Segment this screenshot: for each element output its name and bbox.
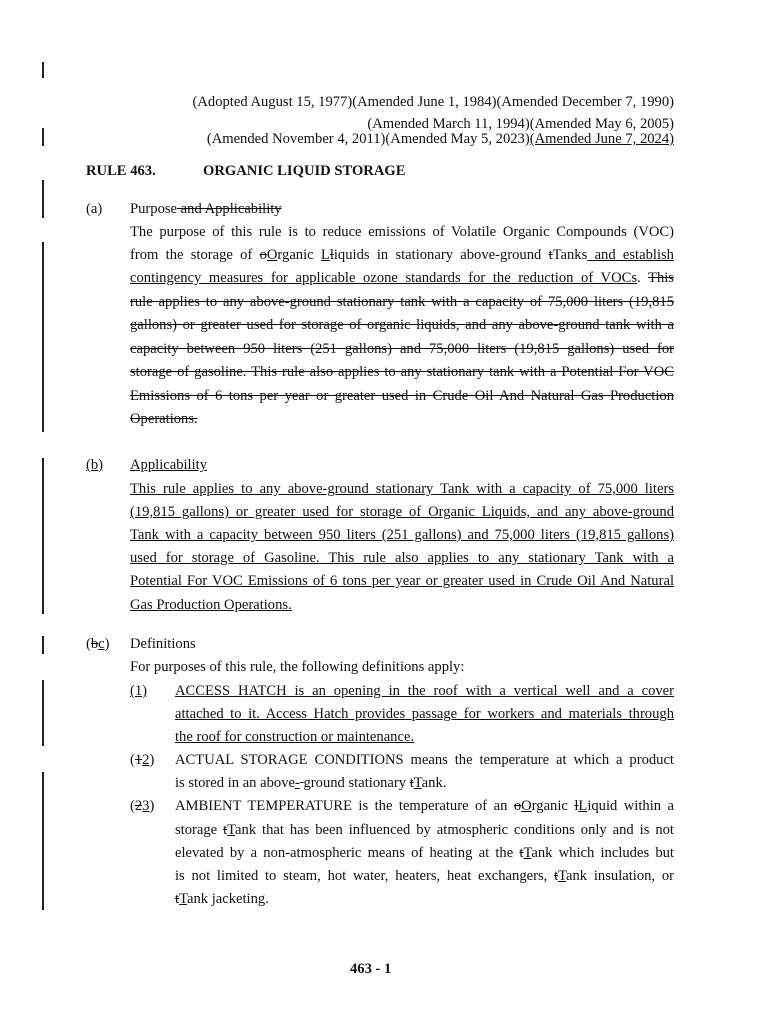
- page-number: 463 - 1: [350, 961, 392, 977]
- section-a-deleted-line: capacity between 950 liters (251 gallons) and 75,000 liters (19,815 gallons) used for: [130, 341, 674, 357]
- definition-text-line: is not limited to steam, hot water, heaters, heat exchangers, tTank insulation, or: [175, 868, 674, 884]
- definition-text-line: tTank jacketing.: [175, 891, 269, 907]
- change-bar: [42, 62, 44, 78]
- section-a-heading: Purpose and Applicability: [130, 201, 282, 217]
- rule-title: ORGANIC LIQUID STORAGE: [203, 163, 406, 179]
- deleted-text: and Applicability: [177, 201, 282, 217]
- amendment-history-line: (Amended March 11, 1994)(Amended May 6, 2005): [367, 116, 674, 132]
- amendment-history-line: (Adopted August 15, 1977)(Amended June 1, 1984)(Amended December 7, 1990): [192, 94, 674, 110]
- section-b-text-line: Tank with a capacity between 950 liters (251 gallons) and 75,000 liters (19,815 gallons): [130, 527, 674, 543]
- section-c-label: (bc): [86, 636, 110, 652]
- definition-text-line: storage tTank that has been influenced by atmospheric conditions only and is not: [175, 822, 674, 838]
- section-a-deleted-line: rule applies to any above-ground stationary tank with a capacity of 75,000 liters (19,815: [130, 294, 674, 310]
- change-bar: [42, 636, 44, 654]
- section-c-heading: Definitions: [130, 636, 196, 652]
- definition-number: (23): [130, 798, 155, 814]
- section-b-text-line: (19,815 gallons) or greater used for storage of Organic Liquids, and any above-ground: [130, 504, 674, 520]
- section-b-text-line: This rule applies to any above-ground stationary Tank with a capacity of 75,000 liters: [130, 481, 674, 497]
- section-a-deleted-line: Emissions of 6 tons per year or greater used in Crude Oil And Natural Gas Production: [130, 388, 674, 404]
- change-bar: [42, 772, 44, 910]
- change-bar: [42, 680, 44, 746]
- change-bar: [42, 128, 44, 146]
- section-a-deleted-line: gallons) or greater used for storage of organic liquids, and any above-ground tank with a: [130, 317, 674, 333]
- section-a-deleted-line: Operations.: [130, 411, 198, 427]
- definition-text-line: is stored in an above- ground stationary tTank.: [175, 775, 447, 791]
- change-bar: [42, 242, 44, 432]
- rule-number: RULE 463.: [86, 163, 156, 179]
- section-b-label: (b): [86, 457, 104, 473]
- change-bar: [42, 458, 44, 614]
- section-b-text-line: used for storage of Gasoline. This rule also applies to any stationary Tank with a: [130, 550, 674, 566]
- section-a-deleted-line: storage of gasoline. This rule also applies to any stationary tank with a Potential For VOC: [130, 364, 674, 380]
- definition-text-line: the roof for construction or maintenance.: [175, 729, 415, 745]
- definition-text-line: ACCESS HATCH is an opening in the roof with a vertical well and a cover: [175, 683, 674, 699]
- definitions-intro: For purposes of this rule, the following definitions apply:: [130, 659, 465, 675]
- amendment-history-line: (Amended November 4, 2011)(Amended May 5, 2023)(Amended June 7, 2024): [206, 131, 674, 147]
- definition-text-line: elevated by a non-atmospheric means of heating at the tTank which includes but: [175, 845, 674, 861]
- section-a-text-line: contingency measures for applicable ozone standards for the reduction of VOCs. This: [130, 270, 674, 286]
- inserted-text: (Amended June 7, 2024): [529, 131, 674, 147]
- definition-text-line: ACTUAL STORAGE CONDITIONS means the temperature at which a product: [175, 752, 674, 768]
- definition-text-line: AMBIENT TEMPERATURE is the temperature of an oOrganic lLiquid within a: [175, 798, 674, 814]
- definition-text-line: attached to it. Access Hatch provides passage for workers and materials through: [175, 706, 674, 722]
- definition-number: (12): [130, 752, 155, 768]
- change-bar: [42, 180, 44, 218]
- section-b-text-line: Gas Production Operations.: [130, 597, 292, 613]
- section-b-text-line: Potential For VOC Emissions of 6 tons per year or greater used in Crude Oil And Natural: [130, 573, 674, 589]
- section-a-label: (a): [86, 201, 103, 217]
- section-b-heading: Applicability: [130, 457, 208, 473]
- section-a-text-line: The purpose of this rule is to reduce emissions of Volatile Organic Compounds (VOC): [130, 224, 674, 240]
- section-a-text-line: from the storage of oOrganic Lliquids in stationary above-ground tTanks and establish: [130, 247, 674, 263]
- definition-number: (1): [130, 683, 148, 699]
